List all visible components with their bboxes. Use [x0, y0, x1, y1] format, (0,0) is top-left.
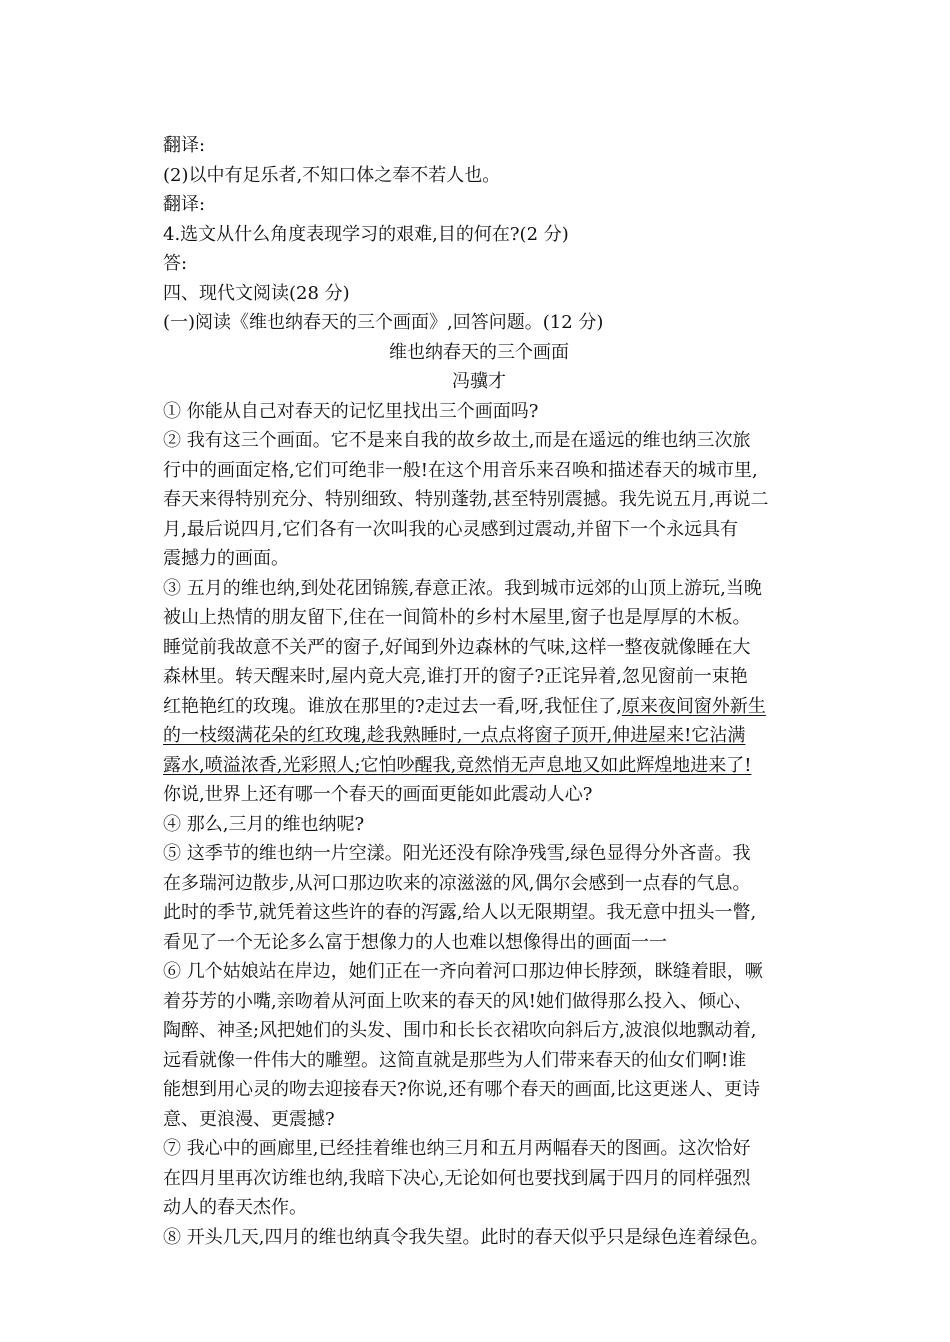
- underlined-passage: 原来夜间窗外新生: [621, 695, 766, 717]
- paragraph-line: 此时的季节,就凭着这些许的春的泻露,给人以无限期望。我无意中扭头一瞥,: [163, 902, 757, 923]
- paragraph-line: 行中的画面定格,它们可绝非一般!在这个用音乐来召唤和描述春天的城市里,: [163, 459, 758, 481]
- paragraph-line: 被山上热情的朋友留下,住在一间简朴的乡村木屋里,窗子也是厚厚的木板。: [163, 607, 751, 628]
- paragraph-line: 在多瑞河边散步,从河口那边吹来的凉滋滋的风,偶尔会感到一点春的气息。: [163, 872, 751, 894]
- paragraph-4: ④ 那么,三月的维也纳呢?: [163, 813, 365, 835]
- paragraph-line: ③ 五月的维也纳,到处花团锦簇,春意正浓。我到城市远郊的山顶上游玩,当晚: [163, 577, 762, 599]
- paragraph-line: 你说,世界上还有哪一个春天的画面更能如此震动人心?: [163, 784, 593, 805]
- paragraph-line: 能想到用心灵的吻去迎接春天?你说,还有哪个春天的画面,比这更迷人、更诗: [163, 1079, 761, 1100]
- paragraph-line: 远看就像一件伟大的雕塑。这简直就是那些为人们带来春天的仙女们啊!谁: [163, 1049, 747, 1071]
- article-title: 维也纳春天的三个画面: [389, 341, 569, 363]
- paragraph-line: ② 我有这三个画面。它不是来自我的故乡故土,而是在遥远的维也纳三次旅: [163, 430, 751, 451]
- paragraph-2: [163, 426, 795, 574]
- question-sentence-2: (2)以中有足乐者,不知口体之奉不若人也。: [163, 164, 501, 186]
- paragraph-line: 动人的春天杰作。: [163, 1197, 307, 1218]
- underlined-passage: 的一枝缀满花朵的红玫瑰,趁我熟睡时,一点点将窗子顶开,伸进屋来!它沾满: [163, 725, 746, 746]
- answer-label: 答:: [163, 253, 188, 274]
- paragraph-line: 着芬芳的小嘴,亲吻着从河面上吹来的春天的风!她们做得那么投入、倾心、: [163, 990, 752, 1012]
- paragraph-line: 陶醉、神圣;风把她们的头发、围巾和长长衣裙吹向斜后方,波浪似地飘动着,: [163, 1020, 757, 1041]
- paragraph-7: [163, 1134, 795, 1223]
- paragraph-line: ⑤ 这季节的维也纳一片空漾。阳光还没有除净残雪,绿色显得分外吝啬。我: [163, 843, 751, 864]
- underlined-passage: 露水,喷溢浓香,光彩照人;它怕吵醒我,竟然悄无声息地又如此辉煌地进来了!: [163, 754, 752, 776]
- paragraph-text: 红艳艳红的玫瑰。谁放在那里的?走过去一看,呀,我怔住了,: [163, 695, 622, 717]
- paragraph-6: [163, 957, 795, 1134]
- paragraph-8: ⑧ 开头几天,四月的维也纳真令我失望。此时的春天似乎只是绿色连着绿色。: [163, 1226, 769, 1248]
- article-author: 冯骥才: [452, 371, 506, 392]
- question-4: 4.选文从什么角度表现学习的艰难,目的何在?(2 分): [163, 223, 569, 245]
- paragraph-line: 春天来得特别充分、特别细致、特别蓬勃,甚至特别震撼。我先说五月,再说二: [163, 489, 769, 510]
- paragraph-1: ① 你能从自己对春天的记忆里找出三个画面吗?: [163, 400, 539, 422]
- paragraph-line: 森林里。转天醒来时,屋内竟大亮,谁打开的窗子?正诧异着,忽见窗前一束艳: [163, 666, 748, 687]
- paragraph-line: [163, 692, 795, 722]
- paragraph-line: 震撼力的画面。: [163, 548, 289, 569]
- paragraph-5: [163, 839, 795, 957]
- paragraph-line: 在四月里再次访维也纳,我暗下决心,无论如何也要找到属于四月的同样强烈: [163, 1167, 751, 1189]
- paragraph-3: [163, 574, 795, 810]
- translation-label: 翻译:: [163, 194, 206, 215]
- paragraph-line: ⑦ 我心中的画廊里,已经挂着维也纳三月和五月两幅春天的图画。这次恰好: [163, 1138, 751, 1159]
- paragraph-line: 月,最后说四月,它们各有一次叫我的心灵感到过震动,并留下一个永远具有: [163, 518, 739, 540]
- paragraph-line: 意、更浪漫、更震撼?: [163, 1108, 335, 1130]
- paragraph-line: 睡觉前我故意不关严的窗子,好闻到外边森林的气味,这样一整夜就像睡在大: [163, 636, 751, 658]
- translation-label: 翻译:: [163, 135, 206, 156]
- section-heading: 四、现代文阅读(28 分): [163, 282, 350, 304]
- document-body: [163, 131, 795, 1252]
- paragraph-line: ⑥ 几个姑娘站在岸边，她们正在一齐向着河口那边伸长脖颈，眯缝着眼，噘: [163, 961, 763, 982]
- reading-instruction: (一)阅读《维也纳春天的三个画面》,回答问题。(12 分): [163, 312, 604, 333]
- paragraph-line: 看见了一个无论多么富于想像力的人也难以想像得出的画面一一: [163, 931, 667, 953]
